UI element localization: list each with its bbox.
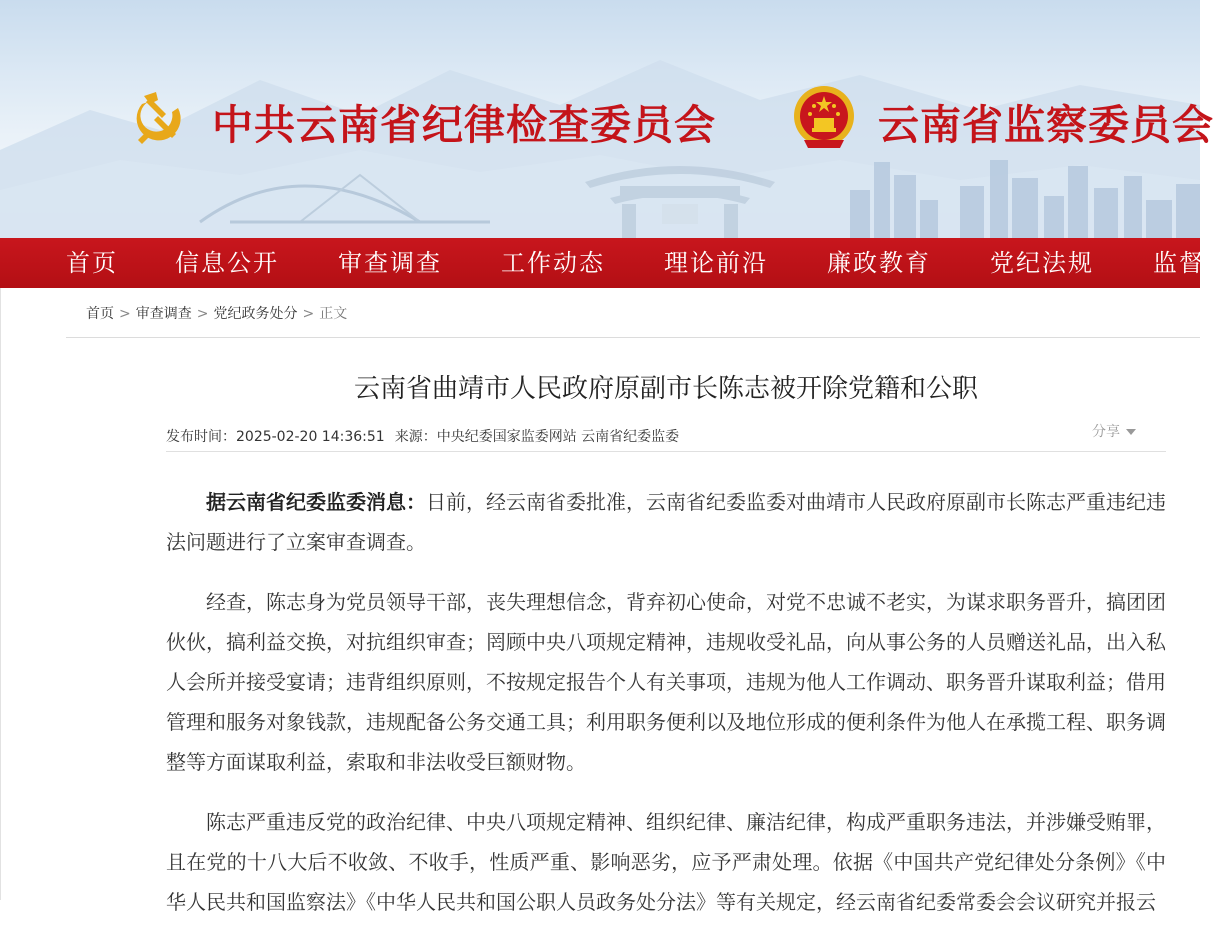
content-border bbox=[0, 288, 1, 900]
main-nav bbox=[0, 238, 1205, 288]
breadcrumb-separator: > bbox=[196, 306, 209, 322]
nav-item-regulations[interactable]: 党纪法规 bbox=[990, 249, 1094, 277]
share-button[interactable] bbox=[1092, 421, 1136, 441]
breadcrumb-home[interactable]: 首页 bbox=[86, 306, 114, 322]
article-meta bbox=[166, 426, 689, 446]
national-emblem-icon bbox=[792, 84, 856, 152]
site-banner bbox=[0, 0, 1214, 238]
nav-item-supervision[interactable]: 监督 bbox=[1153, 249, 1205, 277]
hammer-and-sickle-icon bbox=[128, 86, 192, 150]
breadcrumb-divider bbox=[66, 337, 1200, 338]
article-paragraph: 经查，陈志身为党员领导干部，丧失理想信念，背弃初心使命，对党不忠诚不老实，为谋求职务晋升，搞团团伙伙，搞利益交换，对抗组织审查；罔顾中央八项规定精神，违规收受礼品，向从事公务的人员赠送礼品，出入私人会所并接受宴请；违背组织原则，不按规定报告个人有关事项，违规为他人工作调动、职务晋升谋取利益；借用管理和服务对象钱款，违规配备公务交通工具；利用职务便利以及地位形成的便利条件为他人在承揽工程、职务调整等方面谋取利益，索取和非法收受巨额财物。 bbox=[166, 590, 1166, 774]
lead-source: 据云南省纪委监委消息： bbox=[206, 490, 426, 514]
meta-divider bbox=[166, 451, 1166, 452]
site-title-party: 中共云南省纪律检查委员会 bbox=[212, 101, 716, 149]
lead-text: 日前，经云南省委批准，云南省纪委监委对曲靖市人民政府原副市长陈志严重违纪违法问题进行了立案审查调查。 bbox=[166, 490, 1166, 554]
breadcrumb-current: 正文 bbox=[319, 306, 348, 322]
nav-item-news[interactable]: 工作动态 bbox=[501, 249, 605, 277]
breadcrumb bbox=[86, 303, 347, 323]
nav-item-review[interactable]: 审查调查 bbox=[338, 249, 442, 277]
article-title: 云南省曲靖市人民政府原副市长陈志被开除党籍和公职 bbox=[353, 374, 978, 404]
nav-item-info[interactable]: 信息公开 bbox=[175, 249, 279, 277]
nav-item-home[interactable]: 首页 bbox=[66, 249, 118, 277]
breadcrumb-separator: > bbox=[302, 306, 315, 322]
site-title-supervision: 云南省监察委员会 bbox=[878, 101, 1214, 149]
breadcrumb-review[interactable]: 审查调查 bbox=[135, 306, 192, 322]
share-label: 分享 bbox=[1092, 424, 1120, 440]
article-body bbox=[166, 482, 1166, 942]
article-source: 来源：中央纪委国家监委网站 云南省纪委监委 bbox=[394, 429, 680, 445]
nav-item-education[interactable]: 廉政教育 bbox=[827, 249, 931, 277]
caret-down-icon bbox=[1126, 429, 1136, 435]
publish-time: 发布时间：2025-02-20 14:36:51 bbox=[166, 429, 385, 445]
breadcrumb-discipline[interactable]: 党纪政务处分 bbox=[213, 306, 298, 322]
article-paragraph bbox=[166, 482, 1166, 562]
nav-item-theory[interactable]: 理论前沿 bbox=[664, 249, 768, 277]
breadcrumb-separator: > bbox=[119, 306, 131, 322]
article-paragraph: 陈志严重违反党的政治纪律、中央八项规定精神、组织纪律、廉洁纪律，构成严重职务违法，并涉嫌受贿罪，且在党的十八大后不收敛、不收手，性质严重、影响恶劣，应予严肃处理。依据《中国共产党纪律处分条例》《中华人民共和国监察法》《中华人民共和国公职人员政务处分法》等有关规定，经云南省纪委常委会会议研究并报云 bbox=[166, 810, 1166, 914]
